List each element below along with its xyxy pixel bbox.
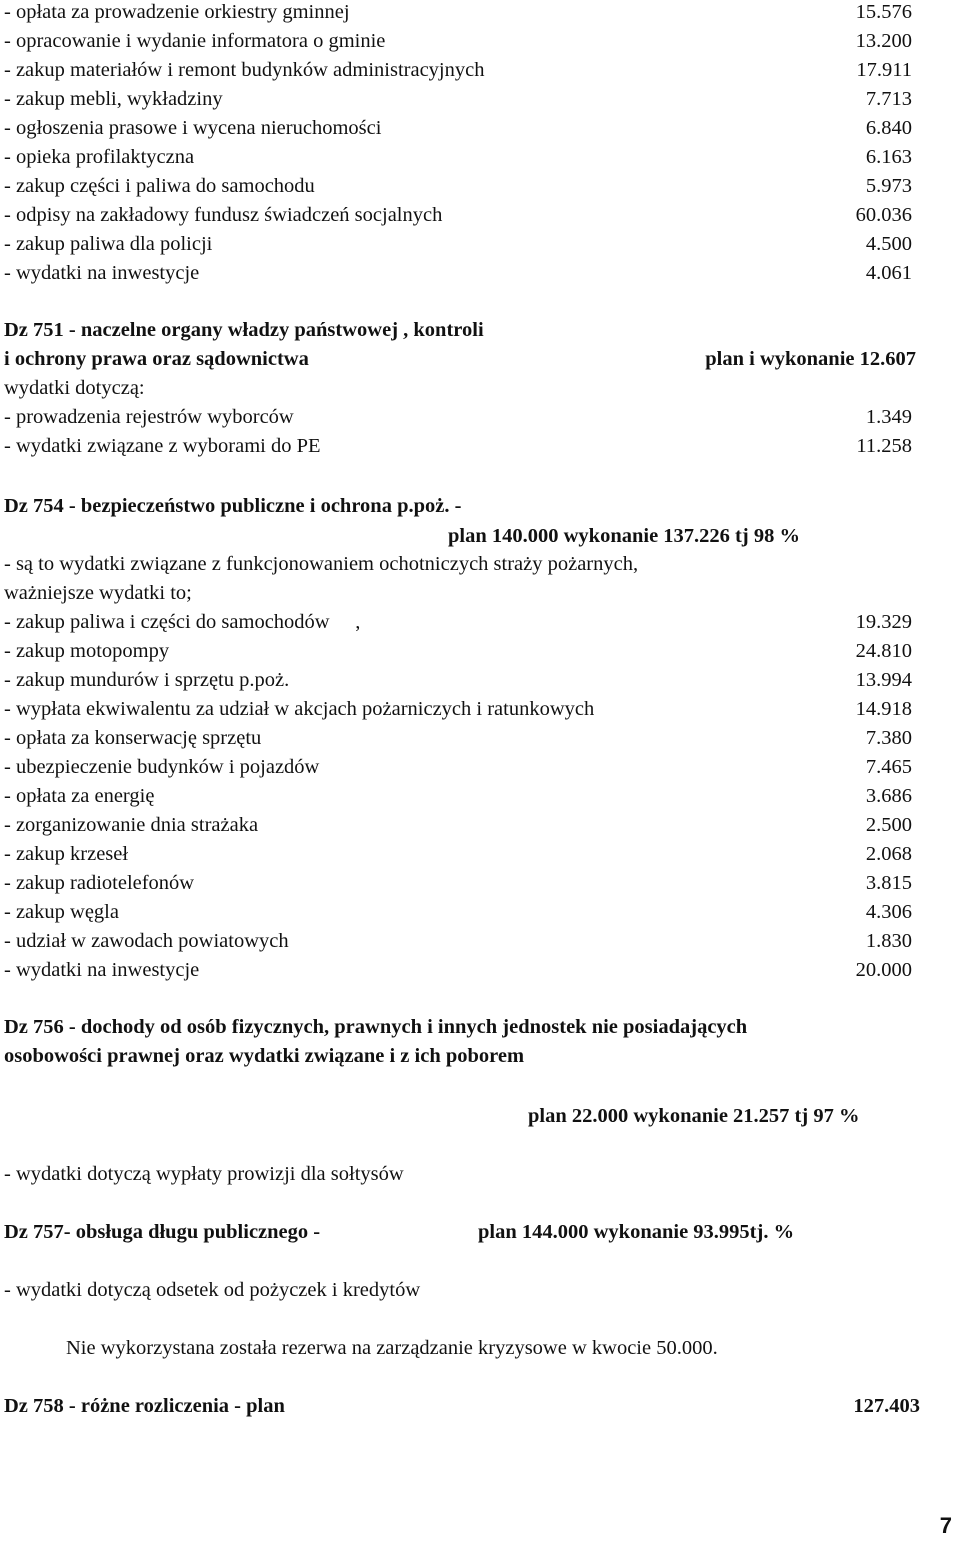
list-item-label: - udział w zawodach powiatowych <box>4 930 289 952</box>
list-item-label: - zakup mebli, wykładziny <box>4 88 223 110</box>
list-item-value: 4.061 <box>865 262 912 284</box>
list-item-value: 13.994 <box>855 669 912 691</box>
list-item-label: - opłata za energię <box>4 785 155 807</box>
section-heading: Dz 756 - dochody od osób fizycznych, prawnych i innych jednostek nie posiadających <box>4 1016 748 1038</box>
list-item-value: 13.200 <box>855 30 912 52</box>
list-item-value: 19.329 <box>855 611 912 633</box>
list-item-label: - zakup węgla <box>4 901 119 923</box>
list-item-value: 6.840 <box>865 117 912 139</box>
section-desc: - wydatki dotyczą odsetek od pożyczek i kredytów <box>4 1279 421 1301</box>
list-item-value: 3.686 <box>865 785 912 807</box>
section-desc: - wydatki dotyczą wypłaty prowizji dla sołtysów <box>4 1163 404 1185</box>
list-item-value: 14.918 <box>855 698 912 720</box>
section-plan: plan 144.000 wykonanie 93.995tj. % <box>478 1221 795 1243</box>
list-item-label: - odpisy na zakładowy fundusz świadczeń socjalnych <box>4 204 443 226</box>
section-heading: Dz 751 - naczelne organy władzy państwowej , kontroli <box>4 319 484 341</box>
list-item-value: 1.830 <box>865 930 912 952</box>
list-item-value: 24.810 <box>855 640 912 662</box>
list-item-value: 60.036 <box>855 204 912 226</box>
section-heading: i ochrony prawa oraz sądownictwa <box>4 348 309 370</box>
list-item-label: - zakup części i paliwa do samochodu <box>4 175 315 197</box>
list-item-value: 17.911 <box>856 59 912 81</box>
list-item-value: 7.713 <box>865 88 912 110</box>
list-item-label: - ubezpieczenie budynków i pojazdów <box>4 756 320 778</box>
list-item-value: 1.349 <box>865 406 912 428</box>
list-item-label: - opłata za prowadzenie orkiestry gminnej <box>4 1 350 23</box>
list-item-label: - wydatki na inwestycje <box>4 262 200 284</box>
list-item-value: 2.500 <box>865 814 912 836</box>
list-item-value: 2.068 <box>865 843 912 865</box>
list-item-value: 15.576 <box>855 1 912 23</box>
list-item-label: - zakup materiałów i remont budynków administracyjnych <box>4 59 485 81</box>
list-item-value: 20.000 <box>855 959 912 981</box>
section-note: Nie wykorzystana została rezerwa na zarządzanie kryzysowe w kwocie 50.000. <box>66 1337 718 1359</box>
list-item-value: 3.815 <box>865 872 912 894</box>
list-item-label: - zakup paliwa i części do samochodów , <box>4 611 361 633</box>
list-item-label: - zakup mundurów i sprzętu p.poż. <box>4 669 290 691</box>
list-item-label: - wypłata ekwiwalentu za udział w akcjach pożarniczych i ratunkowych <box>4 698 595 720</box>
list-item-value: 4.500 <box>865 233 912 255</box>
list-item-label: - opieka profilaktyczna <box>4 146 195 168</box>
section-plan: plan 22.000 wykonanie 21.257 tj 97 % <box>528 1105 860 1127</box>
section-intro: ważniejsze wydatki to; <box>4 582 192 604</box>
list-item-label: - opracowanie i wydanie informatora o gminie <box>4 30 386 52</box>
section-plan: plan 140.000 wykonanie 137.226 tj 98 % <box>448 525 800 547</box>
list-item-value: 7.380 <box>865 727 912 749</box>
list-item-label: - opłata za konserwację sprzętu <box>4 727 262 749</box>
list-item-label: - zorganizowanie dnia strażaka <box>4 814 259 836</box>
section-heading: Dz 758 - różne rozliczenia - plan <box>4 1395 285 1417</box>
section-heading: Dz 757- obsługa długu publicznego - <box>4 1221 321 1243</box>
list-item-label: - zakup paliwa dla policji <box>4 233 213 255</box>
section-heading: Dz 754 - bezpieczeństwo publiczne i ochrona p.poż. - <box>4 495 462 517</box>
list-item-label: - wydatki związane z wyborami do PE <box>4 435 321 457</box>
section-plan: plan i wykonanie 12.607 <box>705 348 916 370</box>
list-item-label: - ogłoszenia prasowe i wycena nieruchomości <box>4 117 382 139</box>
page-number: 7 <box>939 1513 952 1538</box>
section-heading: osobowości prawnej oraz wydatki związane i z ich poborem <box>4 1045 525 1067</box>
list-item-value: 4.306 <box>865 901 912 923</box>
list-item-label: - zakup motopompy <box>4 640 170 662</box>
list-item-label: - wydatki na inwestycje <box>4 959 200 981</box>
list-item-value: 6.163 <box>865 146 912 168</box>
section-intro: wydatki dotyczą: <box>4 377 145 399</box>
list-item-label: - prowadzenia rejestrów wyborców <box>4 406 294 428</box>
section-value: 127.403 <box>853 1395 920 1417</box>
list-item-label: - zakup krzeseł <box>4 843 129 865</box>
list-item-value: 11.258 <box>856 435 912 457</box>
list-item-label: - zakup radiotelefonów <box>4 872 195 894</box>
section-intro: - są to wydatki związane z funkcjonowaniem ochotniczych straży pożarnych, <box>4 553 639 575</box>
list-item-value: 7.465 <box>865 756 912 778</box>
list-item-value: 5.973 <box>865 175 912 197</box>
